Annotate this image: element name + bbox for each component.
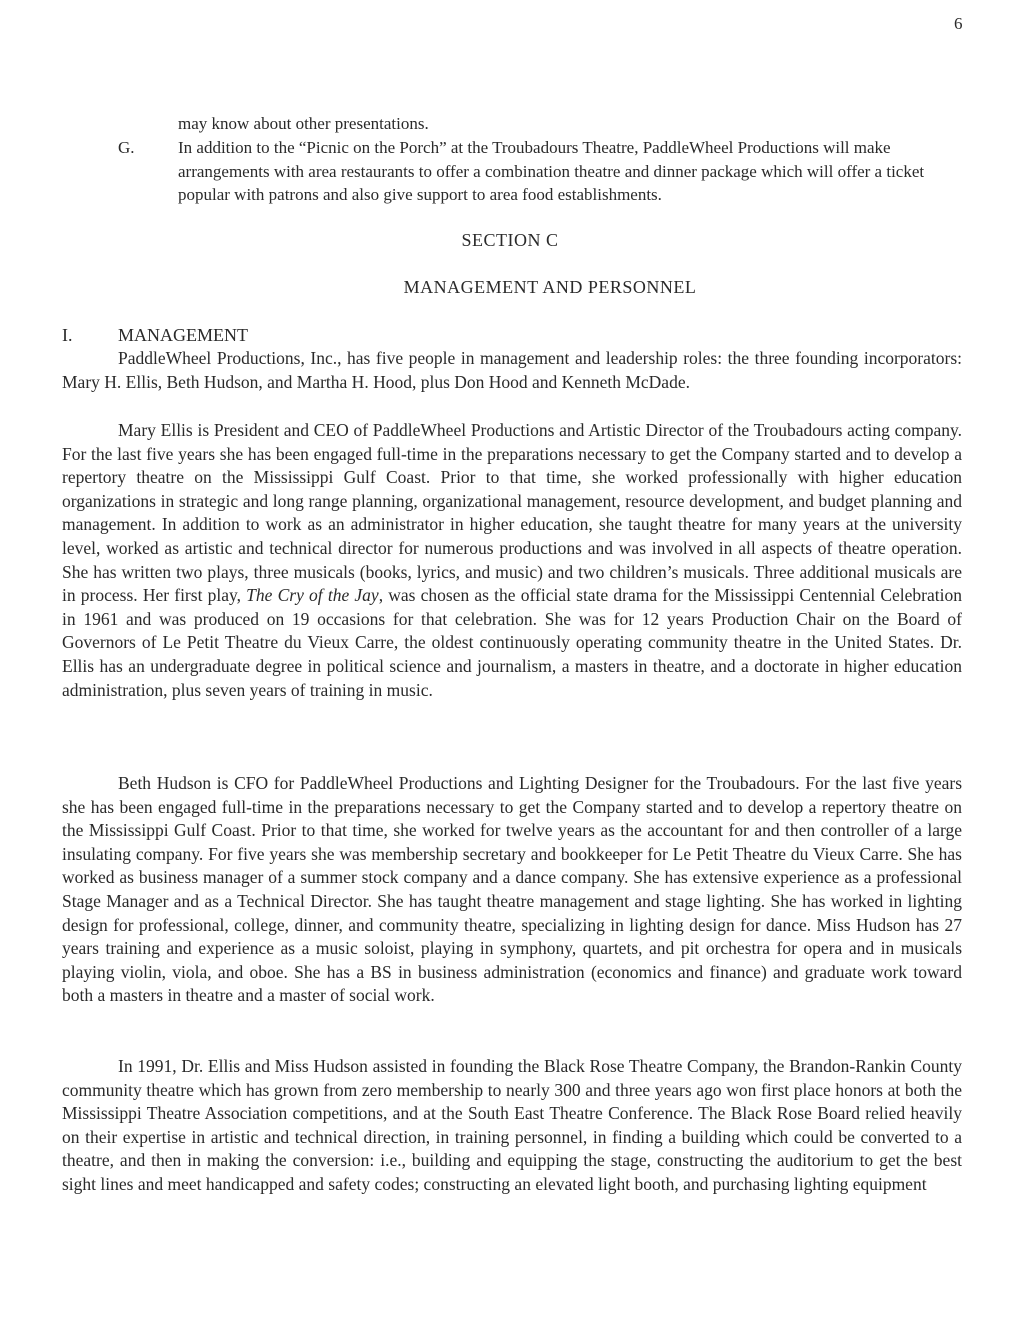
management-title: MANAGEMENT: [118, 325, 248, 345]
list-item-text: In addition to the “Picnic on the Porch” at the Troubadours Theatre, PaddleWheel Productions will make arrangements with area restaurants to offer a combination theatre and dinner package which will offer a ticket popular with patrons and also give support to area food establishments.: [178, 138, 925, 204]
black-rose-paragraph: In 1991, Dr. Ellis and Miss Hudson assisted in founding the Black Rose Theatre Company, the Brandon-Rankin County community theatre which has grown from zero membership to nearly 300 and three years ago won first place honors at both the Mississippi Theatre Association competitions, and at the South East Theatre Conference. The Black Rose Board relied heavily on their expertise in artistic and technical direction, in training personnel, in finding a building which could be converted to a theatre, and then in making the conversion: i.e., building and equipping the stage, constructing the auditorium to get the best sight lines and meet handicapped and safety codes; constructing an elevated light booth, and purchasing lighting equipment: [62, 1056, 962, 1194]
hudson-paragraph: Beth Hudson is CFO for PaddleWheel Productions and Lighting Designer for the Troubadours. For the last five years she has been engaged full-time in the preparations necessary to get the Company started and to develop a repertory theatre on the Mississippi Gulf Coast. Prior to that time, she worked for twelve years as the accountant for and then controller of a large insulating company. For five years she was membership secretary and bookkeeper for Le Petit Theatre du Vieux Carre. She has worked as business manager of a summer stock company and a dance company. She has extensive experience as a professional Stage Manager and as a Technical Director. She has taught theatre management and stage lighting. She has worked in lighting design for professional, college, dinner, and community theatre, specializing in lighting design for dance. Miss Hudson has 27 years training and experience as a music soloist, playing in symphony, quartets, and pit orchestra for opera and in musicals playing violin, viola, and oboe. She has a BS in business administration (economics and finance) and graduate work toward both a masters in theatre and a master of social work.: [62, 773, 962, 1006]
management-heading: [62, 325, 248, 346]
continued-text: may know about other presentations.: [178, 114, 429, 133]
section-heading: SECTION C: [461, 230, 559, 250]
list-item-g: [118, 136, 948, 207]
ellis-text-part1: Mary Ellis is President and CEO of PaddleWheel Productions and Artistic Director of the Troubadours acting company. For the last five years she has been engaged full-time in the preparations necessary to get the Company started and to develop a repertory theatre on the Mississippi Gulf Coast. Prior to that time, she worked professionally with higher education organizations in strategic and long range planning, organizational management, resource development, and budget planning and management. In addition to work as an administrator in higher education, she taught theatre for many years at the university level, worked as artistic and technical director for numerous productions and was involved in all aspects of theatre operation. She has written two plays, three musicals (books, lyrics, and music) and two children’s musicals. Three additional musicals are in process. Her first play,: [62, 420, 962, 606]
ellis-paragraph: [62, 419, 962, 702]
management-numeral: I.: [62, 325, 73, 345]
page-number: 6: [954, 14, 963, 33]
play-title: The Cry of the Jay: [246, 585, 379, 606]
subsection-heading: MANAGEMENT AND PERSONNEL: [403, 277, 697, 297]
ellis-text-part2: , was chosen as the official state drama for the Mississippi Centennial Celebration in 1961 and was produced on 19 occasions for that celebration. She was for 12 years Production Chair on the Board of Governors of Le Petit Theatre du Vieux Carre, the oldest continuously operating community theatre in the United States. Dr. Ellis has an undergraduate degree in political science and journalism, a masters in theatre, and a doctorate in higher education administration, plus seven years of training in music.: [62, 585, 962, 700]
management-intro-paragraph: PaddleWheel Productions, Inc., has five people in management and leadership roles: the three founding incorporators: Mary H. Ellis, Beth Hudson, and Martha H. Hood, plus Don Hood and Kenneth McDade.: [62, 348, 962, 392]
list-item-marker: G.: [118, 138, 135, 157]
